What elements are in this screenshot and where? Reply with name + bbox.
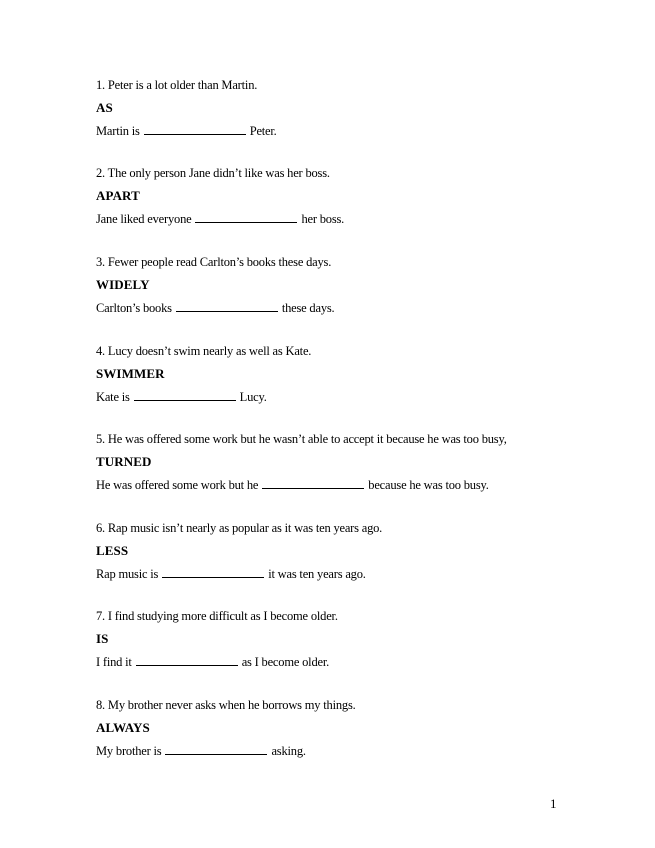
answer-text-before: He was offered some work but he	[96, 478, 259, 492]
answer-text-after: as I become older.	[241, 655, 330, 669]
answer-text-before: Carlton’s books	[96, 301, 172, 315]
exercise-keyword: TURNED	[96, 454, 152, 469]
exercise-keyword: WIDELY	[96, 277, 150, 292]
exercise-prompt: 4. Lucy doesn’t swim nearly as well as Kate.	[96, 344, 312, 358]
exercise-answer-line	[96, 477, 489, 493]
exercise-answer-line	[96, 566, 366, 582]
exercise-answer-line	[96, 123, 277, 139]
answer-text-after: these days.	[281, 301, 335, 315]
answer-blank[interactable]	[136, 654, 238, 666]
page-number: 1	[550, 796, 557, 811]
exercise-keyword: SWIMMER	[96, 366, 165, 381]
answer-text-before: My brother is	[96, 744, 162, 758]
answer-blank[interactable]	[162, 566, 264, 578]
answer-text-before: I find it	[96, 655, 132, 669]
answer-blank[interactable]	[176, 300, 278, 312]
answer-text-after: Lucy.	[239, 390, 267, 404]
answer-text-before: Jane liked everyone	[96, 212, 192, 226]
exercise-prompt: 8. My brother never asks when he borrows my things.	[96, 698, 356, 712]
exercise-answer-line	[96, 654, 329, 670]
answer-text-after: her boss.	[301, 212, 345, 226]
exercise-prompt: 5. He was offered some work but he wasn’t able to accept it because he was too busy,	[96, 432, 507, 446]
exercise-prompt: 6. Rap music isn’t nearly as popular as it was ten years ago.	[96, 521, 383, 535]
exercise-keyword: AS	[96, 100, 113, 115]
answer-text-before: Kate is	[96, 390, 130, 404]
answer-text-before: Martin is	[96, 124, 140, 138]
exercise-keyword: IS	[96, 631, 109, 646]
answer-blank[interactable]	[134, 389, 236, 401]
answer-text-after: asking.	[271, 744, 306, 758]
answer-text-after: Peter.	[249, 124, 277, 138]
exercise-prompt: 1. Peter is a lot older than Martin.	[96, 78, 258, 92]
exercise-keyword: ALWAYS	[96, 720, 150, 735]
exercise-prompt: 2. The only person Jane didn’t like was her boss.	[96, 166, 330, 180]
answer-blank[interactable]	[262, 477, 364, 489]
exercise-prompt: 3. Fewer people read Carlton’s books these days.	[96, 255, 332, 269]
exercise-keyword: APART	[96, 188, 140, 203]
exercise-answer-line	[96, 389, 267, 405]
exercise-prompt: 7. I find studying more difficult as I become older.	[96, 609, 338, 623]
exercise-answer-line	[96, 743, 306, 759]
answer-blank[interactable]	[195, 211, 297, 223]
exercise-keyword: LESS	[96, 543, 129, 558]
answer-text-after: it was ten years ago.	[268, 567, 366, 581]
exercise-answer-line	[96, 300, 334, 316]
answer-text-before: Rap music is	[96, 567, 159, 581]
answer-blank[interactable]	[144, 123, 246, 135]
answer-text-after: because he was too busy.	[368, 478, 489, 492]
answer-blank[interactable]	[165, 743, 267, 755]
exercise-answer-line	[96, 211, 344, 227]
